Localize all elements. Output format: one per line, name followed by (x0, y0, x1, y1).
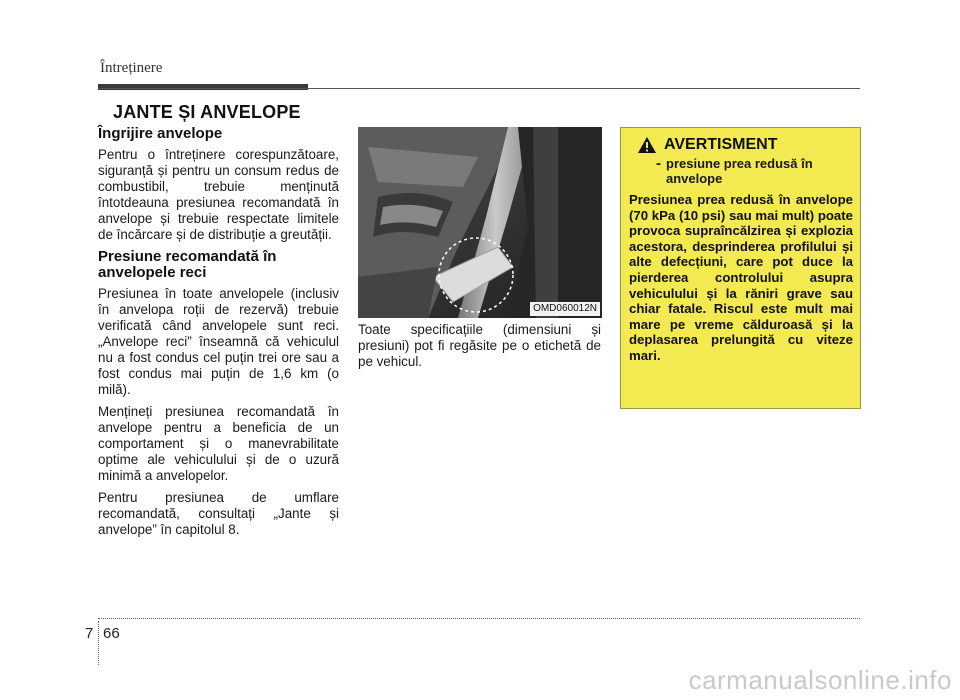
warning-header (637, 136, 853, 154)
chapter-number: 7 (85, 625, 94, 642)
paragraph-see-chapter: Pentru presiunea de umflare recomandată, consultați „Jante și anvelope” în capitolul 8. (98, 490, 339, 537)
heading-cold-pressure: Presiune recomandată în anvelopele reci (98, 248, 277, 281)
warning-body: Presiunea prea redusă în anvelope (70 kPa (10 psi) sau mai mult) poate provoca supraîncălzirea și explozia acestora, desprinderea profilului și alte defecțiuni, care pot duce la pierderea controlului asupra vehiculului și la răniri grave sau chiar fatale. Riscul este mult mai mare pe vreme călduroasă și la deplasarea prelungită cu viteze mari. (629, 192, 853, 363)
warning-bullet (656, 156, 853, 186)
paragraph-tire-care: Pentru o întreținere corespunzătoare, siguranță și pentru un consum redus de combustibil, trebuie menținută întotdeauna presiunea recomandată în anvelope și trebuie respectate limitele de încărcare și de distribuție a greutății. (98, 147, 339, 242)
page-number: 66 (103, 625, 120, 642)
watermark: carmanualsonline.info (688, 665, 952, 695)
header-rule (98, 88, 860, 89)
door-jamb-illustration (358, 127, 602, 318)
paragraph-maintain-pressure: Mențineți presiunea recomandată în anvelope pentru a beneficia de un comportament și o manevrabilitate optime ale vehiculului și de o uzură minimă a anvelopelor. (98, 404, 339, 483)
heading-tire-care: Îngrijire anvelope (98, 125, 223, 142)
warning-box (620, 127, 861, 409)
warning-title: AVERTISMENT (664, 136, 778, 153)
left-column (98, 124, 339, 538)
header-bar (98, 84, 308, 90)
figure-caption: Toate specificațiile (dimensiuni și presiuni) pot fi regăsite pe o etichetă de pe vehicul. (358, 322, 601, 369)
section-title: JANTE ȘI ANVELOPE (113, 102, 301, 122)
paragraph-cold-tires: Presiunea în toate anvelopele (inclusiv în anvelopa roții de rezervă) trebuie verificată când anvelopele sunt reci. „Anvelope reci” înseamnă că vehiculul nu a fost condus cel puțin trei ore sau a fost condus mai puțin de 1,6 km (o milă). (98, 286, 339, 397)
running-header: Întreținere (100, 60, 163, 76)
warning-triangle-icon (637, 136, 657, 154)
figure-code-label: OMD060012N (530, 302, 600, 316)
footer-separator (98, 618, 860, 619)
footer-divider (98, 621, 99, 665)
door-jamb-label-figure (358, 127, 602, 318)
bullet-dash: - (656, 155, 661, 172)
warning-bullet-text: presiune prea redusă în anvelope (666, 156, 813, 186)
